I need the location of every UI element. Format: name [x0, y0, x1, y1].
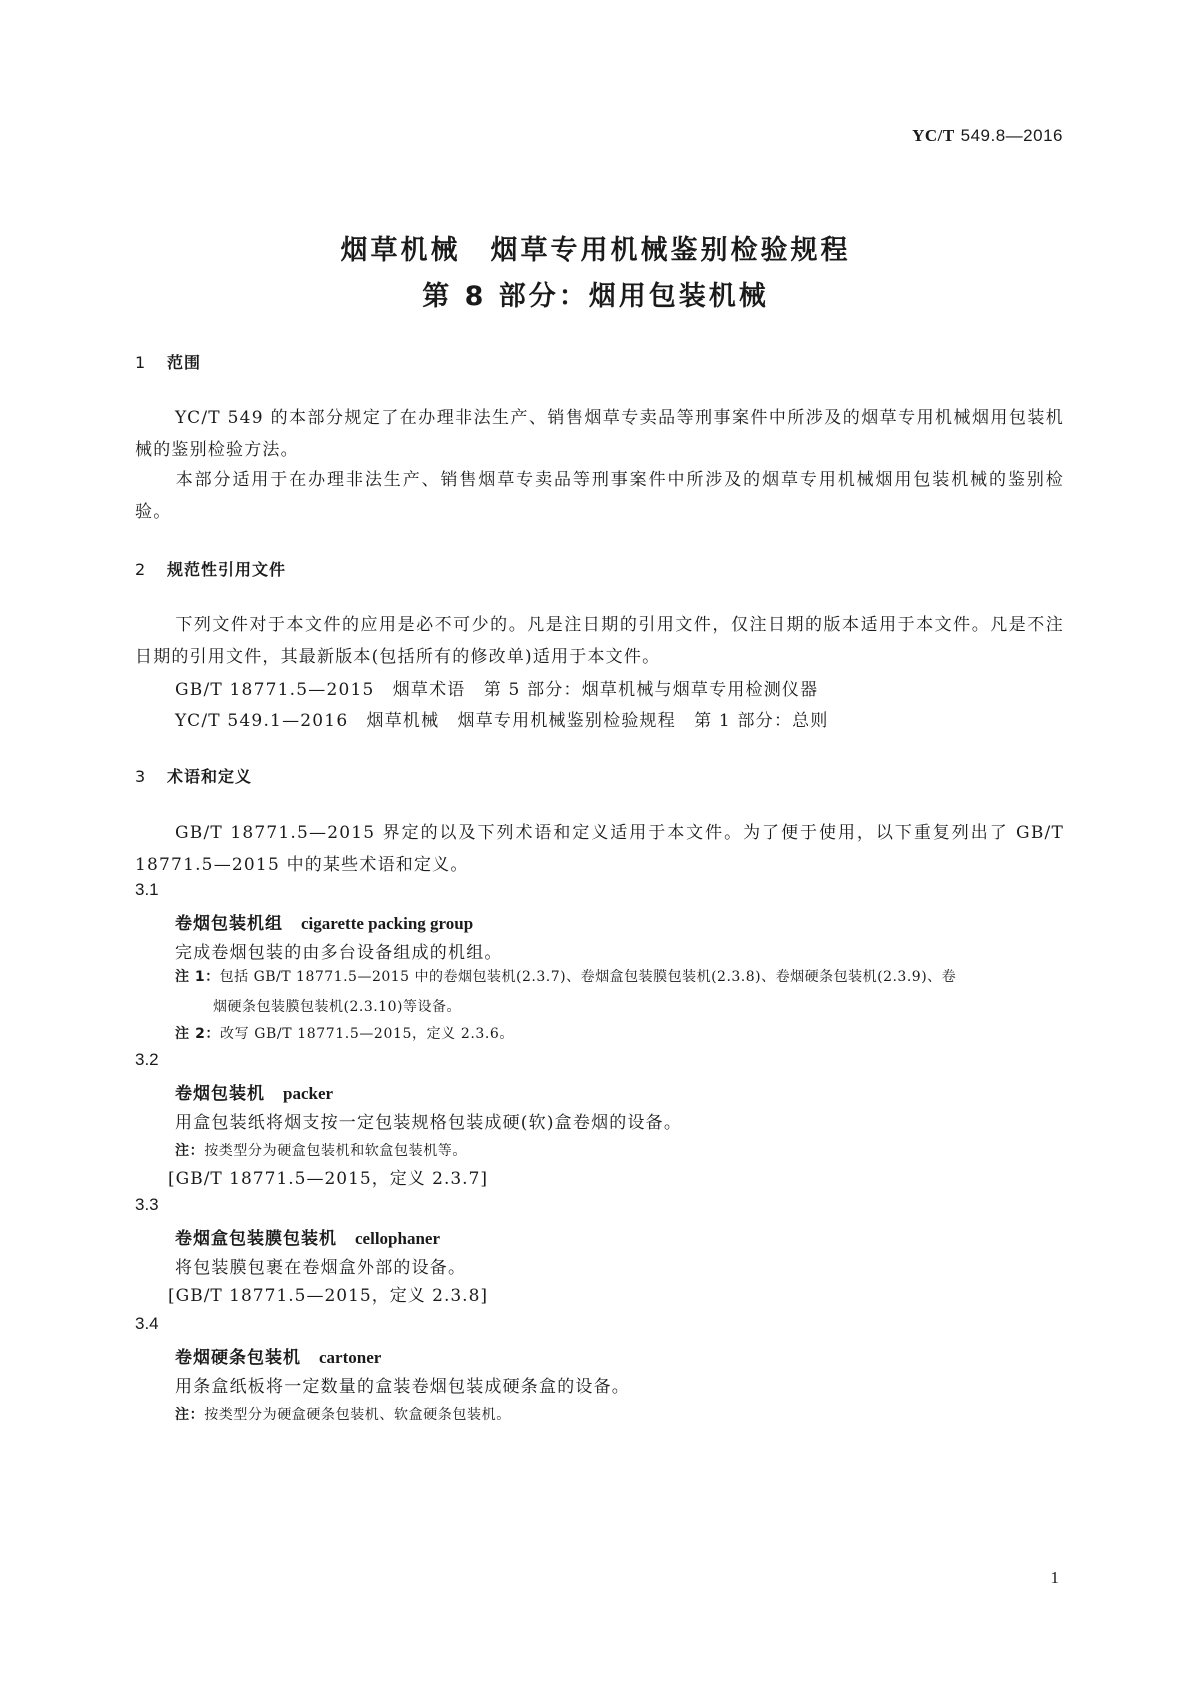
- note-text: 改写 GB/T 18771.5—2015，定义 2.3.6。: [220, 1026, 515, 1042]
- term-chinese: 卷烟包装机组: [175, 914, 283, 934]
- section-title: 术语和定义: [167, 767, 253, 786]
- section-number: 2: [135, 560, 147, 579]
- section-1-paragraph-1: [135, 402, 1064, 466]
- note-label: 注：: [175, 1143, 205, 1159]
- standard-number: [912, 126, 1063, 146]
- document-title-line1: 烟草机械 烟草专用机械鉴别检验规程: [340, 235, 851, 266]
- section-1-heading: [135, 350, 201, 373]
- term-source: [GB/T 18771.5—2015，定义 2.3.7]: [168, 1169, 489, 1189]
- term-source: [GB/T 18771.5—2015，定义 2.3.8]: [168, 1286, 489, 1306]
- standard-prefix: YC/T: [912, 126, 955, 145]
- term-chinese: 卷烟盒包装膜包装机: [175, 1229, 337, 1249]
- normative-reference-2: YC/T 549.1—2016 烟草机械 烟草专用机械鉴别检验规程 第 1 部分：总则: [175, 711, 829, 731]
- section-1-paragraph-2: [135, 464, 1064, 528]
- term-clause-number: 3.2: [135, 1050, 159, 1069]
- term-clause-number: 3.1: [135, 880, 159, 899]
- note-label: 注 2：: [175, 1026, 221, 1042]
- term-note: [175, 1140, 467, 1160]
- document-title-line2: 第 8 部分：烟用包装机械: [422, 281, 769, 312]
- term-definition: 用盒包装纸将烟支按一定包装规格包装成硬(软)盒卷烟的设备。: [175, 1113, 683, 1133]
- page-number: 1: [1050, 1568, 1059, 1587]
- term-3-3: [175, 1224, 440, 1249]
- section-2-paragraph-1: [135, 609, 1064, 673]
- section-3-heading: [135, 764, 252, 787]
- term-english: cellophaner: [355, 1229, 440, 1248]
- term-clause-number: 3.4: [135, 1314, 159, 1333]
- term-english: packer: [283, 1084, 334, 1103]
- note-label: 注 1：: [175, 969, 220, 985]
- term-definition: 将包装膜包裹在卷烟盒外部的设备。: [175, 1258, 467, 1278]
- section-title: 范围: [167, 353, 202, 372]
- term-3-1: [175, 909, 473, 934]
- term-note-1: [175, 962, 1065, 1022]
- section-number: 3: [135, 767, 147, 786]
- note-continuation: 烟硬条包装膜包装机(2.3.10)等设备。: [213, 999, 461, 1015]
- term-clause-number: 3.3: [135, 1195, 159, 1214]
- paragraph-text: 本部分适用于在办理非法生产、销售烟草专卖品等刑事案件中所涉及的烟草专用机械烟用包装机械的鉴别检验。: [135, 470, 1064, 522]
- section-2-heading: [135, 557, 286, 580]
- term-chinese: 卷烟包装机: [175, 1084, 265, 1104]
- note-text: 包括 GB/T 18771.5—2015 中的卷烟包装机(2.3.7)、卷烟盒包装膜包装机(2.3.8)、卷烟硬条包装机(2.3.9)、卷: [219, 969, 957, 985]
- paragraph-text: GB/T 18771.5—2015 界定的以及下列术语和定义适用于本文件。为了便于使用，以下重复列出了 GB/T 18771.5—2015 中的某些术语和定义。: [135, 823, 1064, 875]
- section-3-paragraph-1: [135, 817, 1064, 881]
- note-text: 按类型分为硬盒硬条包装机、软盒硬条包装机。: [204, 1407, 511, 1423]
- term-3-4: [175, 1343, 381, 1368]
- section-number: 1: [135, 353, 147, 372]
- note-text: 按类型分为硬盒包装机和软盒包装机等。: [204, 1143, 468, 1159]
- paragraph-text: YC/T 549 的本部分规定了在办理非法生产、销售烟草专卖品等刑事案件中所涉及的烟草专用机械烟用包装机械的鉴别检验方法。: [135, 408, 1064, 460]
- normative-reference-1: GB/T 18771.5—2015 烟草术语 第 5 部分：烟草机械与烟草专用检测仪器: [175, 680, 819, 700]
- section-title: 规范性引用文件: [167, 560, 287, 579]
- term-definition: 用条盒纸板将一定数量的盒装卷烟包装成硬条盒的设备。: [175, 1377, 630, 1397]
- term-english: cartoner: [319, 1348, 382, 1367]
- term-note: [175, 1404, 511, 1424]
- paragraph-text: 下列文件对于本文件的应用是必不可少的。凡是注日期的引用文件，仅注日期的版本适用于本文件。凡是不注日期的引用文件，其最新版本(包括所有的修改单)适用于本文件。: [135, 615, 1064, 667]
- standard-code: 549.8—2016: [960, 126, 1063, 145]
- term-english: cigarette packing group: [301, 914, 474, 933]
- note-label: 注：: [175, 1407, 205, 1423]
- term-3-2: [175, 1079, 333, 1104]
- term-chinese: 卷烟硬条包装机: [175, 1348, 301, 1368]
- term-note-2: [175, 1023, 514, 1043]
- term-definition: 完成卷烟包装的由多台设备组成的机组。: [175, 943, 503, 963]
